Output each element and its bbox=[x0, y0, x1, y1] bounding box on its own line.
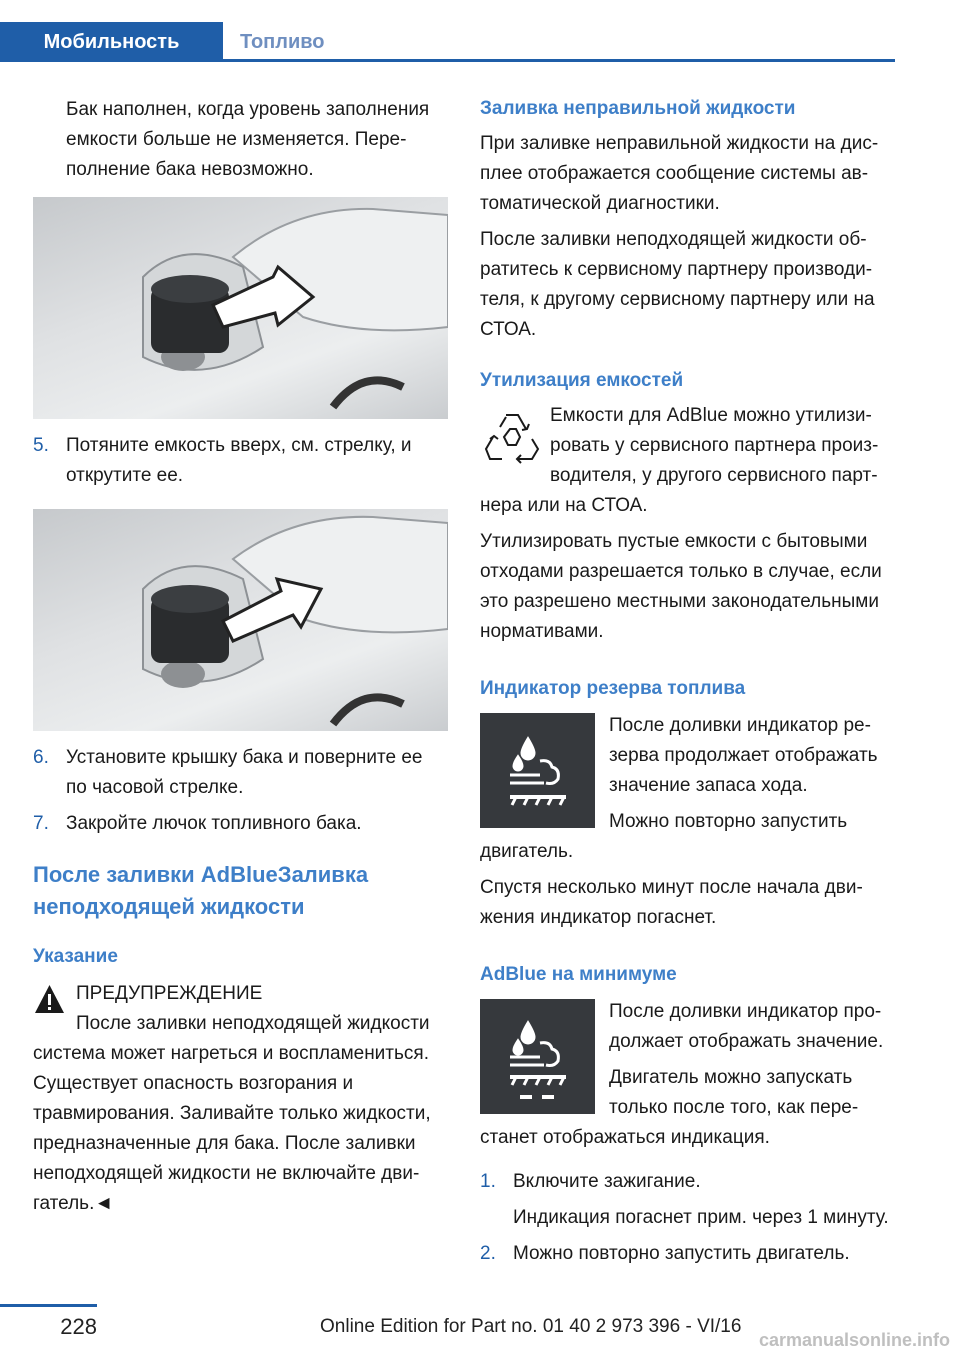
warning-text: После заливки неподходящей жидкости система может нагреться и воспламениться. Существует опасность возгорания и травмирования. Заливайте только жидкости, предназначенные для бака. После заливки неподходящей жидкости не включайте двигатель.◄ bbox=[33, 1013, 431, 1214]
wrong-fluid-paragraph-2: После заливки неподходящей жидкости обратитесь к сервисному партнеру производителя, к другому сервисному партнеру или на СТОА. bbox=[480, 229, 875, 340]
step2-text: Можно повторно запустить двигатель. bbox=[513, 1243, 850, 1264]
disposal-paragraph-1: Емкости для AdBlue можно утилизировать у сервисного партнера производителя, у другого сервисного партнера или на СТОА. bbox=[480, 405, 879, 516]
step6-text: Установите крышку бака и поверните ее по часовой стрелке. bbox=[66, 747, 423, 798]
list-item-step6 bbox=[33, 743, 448, 803]
left-column bbox=[33, 95, 448, 1219]
reserve-block bbox=[480, 711, 895, 867]
tab-fuel[interactable]: Топливо bbox=[240, 31, 325, 53]
step1-subtext: Индикация погаснет прим. через 1 минуту. bbox=[513, 1207, 889, 1228]
warning-block bbox=[33, 979, 448, 1219]
page-number: 228 bbox=[60, 1314, 97, 1339]
adblue-min-block bbox=[480, 997, 895, 1153]
adblue-min-indicator-icon bbox=[480, 999, 595, 1114]
list-item-step7 bbox=[33, 809, 448, 839]
note-heading: Указание bbox=[33, 946, 118, 967]
online-edition-text: Online Edition for Part no. 01 40 2 973 396 - VI/16 bbox=[320, 1316, 742, 1337]
adblue-min-paragraph-1: После доливки индикатор продолжает отображать значение. bbox=[609, 1001, 884, 1052]
list-item-step2 bbox=[480, 1239, 895, 1269]
step7-text: Закройте лючок топливного бака. bbox=[66, 813, 362, 834]
step2-number: 2. bbox=[480, 1243, 496, 1264]
reserve-paragraph-3: Спустя несколько минут после начала движения индикатор погаснет. bbox=[480, 877, 863, 928]
list-item-step5 bbox=[33, 431, 448, 491]
right-column bbox=[480, 95, 895, 1269]
step1-number: 1. bbox=[480, 1171, 496, 1192]
reserve-paragraph-1: После доливки индикатор резерва продолжает отображать значение запаса хода. bbox=[609, 715, 878, 796]
step5-text: Потяните емкость вверх, см. стрелку, и открутите ее. bbox=[66, 435, 412, 486]
step7-number: 7. bbox=[33, 813, 49, 834]
adblue-reserve-indicator-icon bbox=[480, 713, 595, 828]
photo-pull-container bbox=[33, 197, 448, 419]
tab-mobility[interactable]: Мобильность bbox=[0, 22, 223, 62]
header-tab-bar bbox=[0, 0, 895, 62]
adblue-min-heading: AdBlue на минимуме bbox=[480, 964, 677, 985]
recycle-icon bbox=[480, 405, 544, 469]
warning-title: ПРЕДУПРЕЖДЕНИЕ bbox=[76, 983, 263, 1004]
footer-rule bbox=[0, 1304, 97, 1307]
wrong-fluid-heading: Заливка неправильной жидкости bbox=[480, 98, 796, 119]
watermark-text: carmanualsonline.info bbox=[758, 1330, 950, 1350]
reserve-heading: Индикатор резерва топлива bbox=[480, 678, 746, 699]
step6-number: 6. bbox=[33, 747, 49, 768]
warning-triangle-icon bbox=[33, 983, 66, 1016]
disposal-block bbox=[480, 401, 895, 521]
disposal-heading: Утилизация емкостей bbox=[480, 370, 684, 391]
intro-paragraph: Бак наполнен, когда уровень заполнения емкости больше не изменяется. Переполнение бака невозможно. bbox=[66, 99, 430, 180]
photo-unscrew-container bbox=[33, 509, 448, 731]
step1-text: Включите зажигание. bbox=[513, 1171, 701, 1192]
list-item-step1 bbox=[480, 1167, 895, 1233]
adblue-min-paragraph-2: Двигатель можно запускать только после того, как перестанет отображаться индикация. bbox=[480, 1067, 859, 1148]
wrong-fluid-paragraph-1: При заливке неправильной жидкости на дисплее отображается сообщение системы автоматической диагностики. bbox=[480, 133, 879, 214]
disposal-paragraph-2: Утилизировать пустые емкости с бытовыми отходами разрешается только в случае, если это разрешено местными законодательными нормативами. bbox=[480, 531, 882, 642]
step5-number: 5. bbox=[33, 435, 49, 456]
reserve-paragraph-2: Можно повторно запустить двигатель. bbox=[480, 811, 848, 862]
section-heading-after-adblue: После заливки AdBlueЗаливка неподходящей жидкости bbox=[33, 862, 369, 919]
